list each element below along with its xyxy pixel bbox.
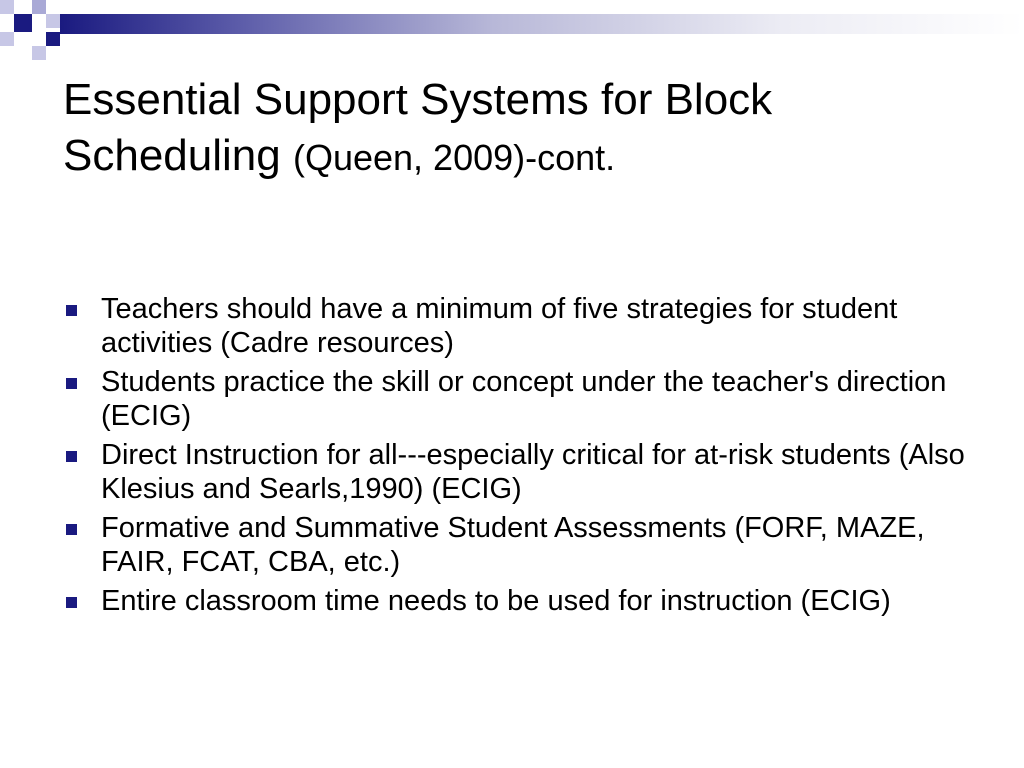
square-bullet-icon: [66, 305, 77, 316]
decor-square-icon: [0, 0, 14, 14]
bullet-text: Teachers should have a minimum of five strategies for student activities (Cadre resources): [101, 293, 898, 359]
decor-square-icon: [32, 46, 46, 60]
decor-square-icon: [14, 14, 32, 32]
list-item: [66, 438, 976, 506]
bullet-list: [66, 292, 976, 623]
list-item: [66, 511, 976, 579]
decor-square-icon: [32, 0, 46, 14]
list-item: [66, 292, 976, 360]
bullet-text: Direct Instruction for all---especially critical for at-risk students (Also Klesius and Searls,1990) (ECIG): [101, 439, 965, 505]
bullet-text: Entire classroom time needs to be used for instruction (ECIG): [101, 585, 891, 617]
decor-square-icon: [0, 32, 14, 46]
decor-square-icon: [46, 14, 60, 28]
bullet-text: Students practice the skill or concept under the teacher's direction (ECIG): [101, 366, 947, 432]
square-bullet-icon: [66, 524, 77, 535]
list-item: [66, 584, 976, 618]
square-bullet-icon: [66, 451, 77, 462]
decor-square-icon: [46, 32, 60, 46]
bullet-text: Formative and Summative Student Assessments (FORF, MAZE, FAIR, FCAT, CBA, etc.): [101, 512, 925, 578]
title-citation: (Queen, 2009)-cont.: [292, 137, 616, 178]
slide-title: [63, 72, 963, 186]
list-item: [66, 365, 976, 433]
header-gradient-bar: [60, 14, 1024, 34]
square-bullet-icon: [66, 597, 77, 608]
title-main: Essential Support Systems for Block Scheduling: [63, 75, 773, 180]
square-bullet-icon: [66, 378, 77, 389]
